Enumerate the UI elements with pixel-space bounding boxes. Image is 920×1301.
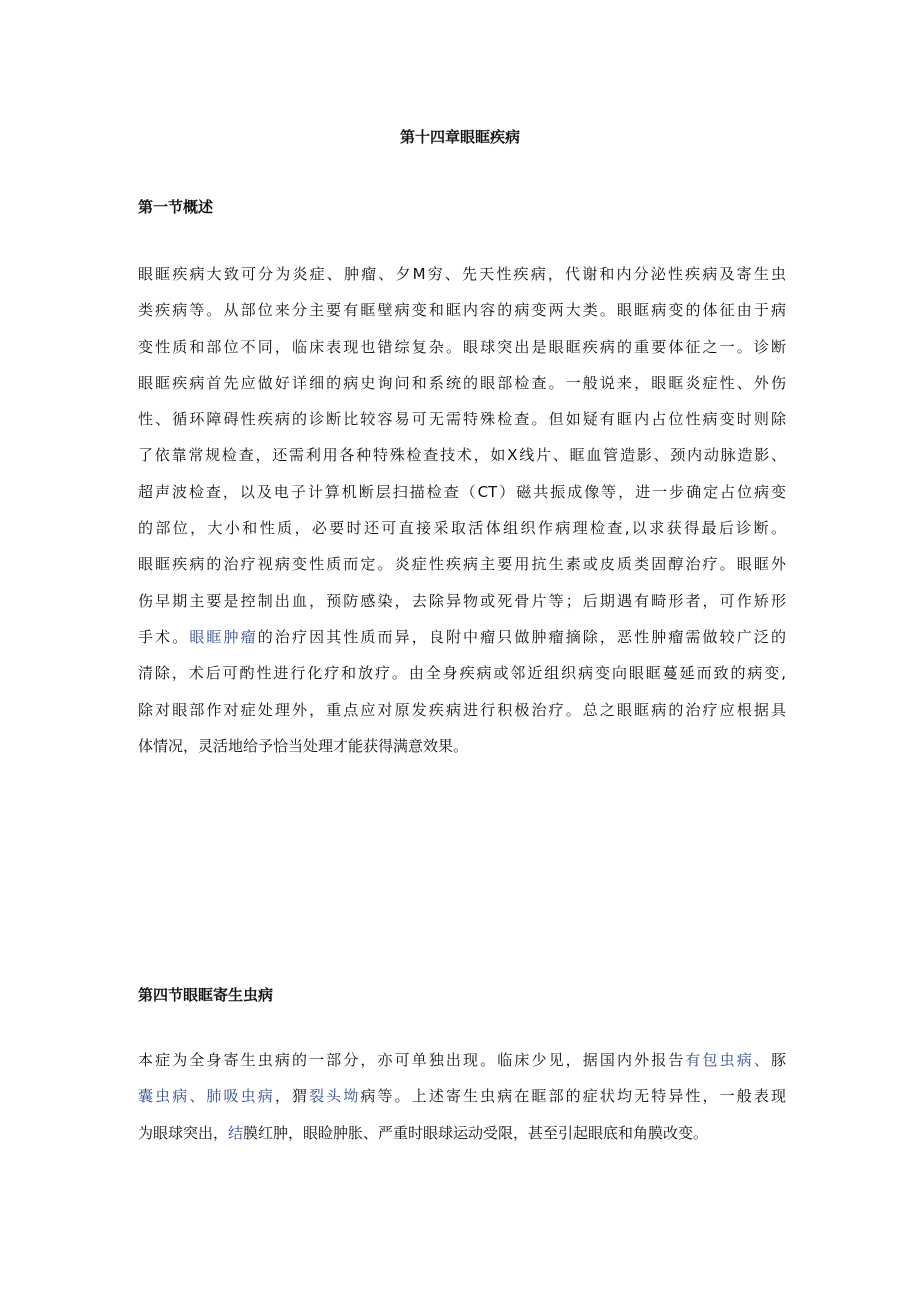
cysticercosis-paragonimiasis-link[interactable]: 囊虫病、肺吸虫病	[138, 1087, 275, 1106]
line-text: 膜红肿，眼睑肿胀、严重时眼球运动受限，甚至引起眼底和角膜改变。	[243, 1123, 709, 1142]
paragraph-line-with-link	[138, 1078, 786, 1114]
paragraph-line: 类疾病等。从部位来分主要有眶壁病变和眶内容的病变两大类。眼眶病变的体征由于病	[138, 301, 786, 320]
paragraph-line-with-link	[138, 1115, 786, 1151]
paragraph-line: 眼眶疾病的治疗视病变性质而定。炎症性疾病主要用抗生素或皮质类固醇治疗。眼眶外	[138, 555, 786, 574]
line-text: 手术。	[138, 627, 190, 646]
line-text: 本症为全身寄生虫病的一部分，亦可单独出现。临床少见，据国内外报告	[138, 1051, 686, 1069]
sparganosis-link[interactable]: 裂头坳	[309, 1087, 361, 1106]
section-heading-overview: 第一节概述	[138, 198, 214, 216]
line-text: 为眼球突出，	[138, 1123, 229, 1142]
echinococcosis-link[interactable]: 有包虫病、	[685, 1051, 771, 1069]
line-text: 病等。上述寄生虫病在眶部的症状均无特异性，一般表现	[360, 1087, 786, 1106]
paragraph-line-with-link	[138, 1042, 786, 1078]
paragraph-line: 超声波检查，以及电子计算机断层扫描检查（CT）磁共振成像等，进一步确定占位病变	[138, 482, 786, 501]
paragraph-line: 眼眶疾病大致可分为炎症、肿瘤、夕M穷、先天性疾病，代谢和内分泌性疾病及寄生虫	[138, 265, 786, 283]
section-heading-parasitic-disease: 第四节眼眶寄生虫病	[138, 986, 274, 1004]
paragraph-line: 眼眶疾病首先应做好详细的病史询问和系统的眼部检查。一般说来，眼眶炎症性、外伤	[138, 373, 786, 392]
line-text: 的治疗因其性质而异，良附中瘤只做肿瘤摘除，恶性肿瘤需做较广泛的	[257, 627, 786, 646]
paragraph-line: 了依靠常规检查，还需利用各种特殊检查技术，如X线片、眶血管造影、颈内动脉造影、	[138, 446, 786, 465]
orbital-tumor-link[interactable]: 眼眶肿瘤	[189, 627, 258, 646]
line-text: ，猬	[274, 1087, 310, 1106]
conjunctiva-link[interactable]: 结	[228, 1123, 244, 1142]
paragraph-line: 体情况，灵活地给予恰当处理才能获得满意效果。	[138, 736, 469, 755]
document-title: 第十四章眼眶疾病	[399, 128, 520, 146]
overview-paragraph	[138, 256, 786, 764]
paragraph-line-with-link	[138, 619, 786, 655]
parasitic-disease-paragraph	[138, 1042, 786, 1151]
paragraph-line: 伤早期主要是控制出血，预防感染，去除异物或死骨片等；后期遇有畸形者，可作矫形	[138, 591, 786, 610]
paragraph-line: 的部位，大小和性质，必要时还可直接采取活体组织作病理检查,以求获得最后诊断。	[138, 519, 786, 538]
paragraph-line: 除对眼部作对症处理外，重点应对原发疾病进行积极治疗。总之眼眶病的治疗应根据具	[138, 700, 786, 719]
paragraph-line: 清除，术后可酌性进行化疗和放疗。由全身疾病或邻近组织病变向眼眶蔓延而致的病变,	[138, 664, 786, 683]
paragraph-line: 变性质和部位不同，临床表现也错综复杂。眼球突出是眼眶疾病的重要体征之一。诊断	[138, 337, 786, 356]
paragraph-line: 性、循环障碍性疾病的诊断比较容易可无需特殊检查。但如疑有眶内占位性病变时则除	[138, 410, 786, 429]
line-text: 豚	[770, 1051, 786, 1069]
